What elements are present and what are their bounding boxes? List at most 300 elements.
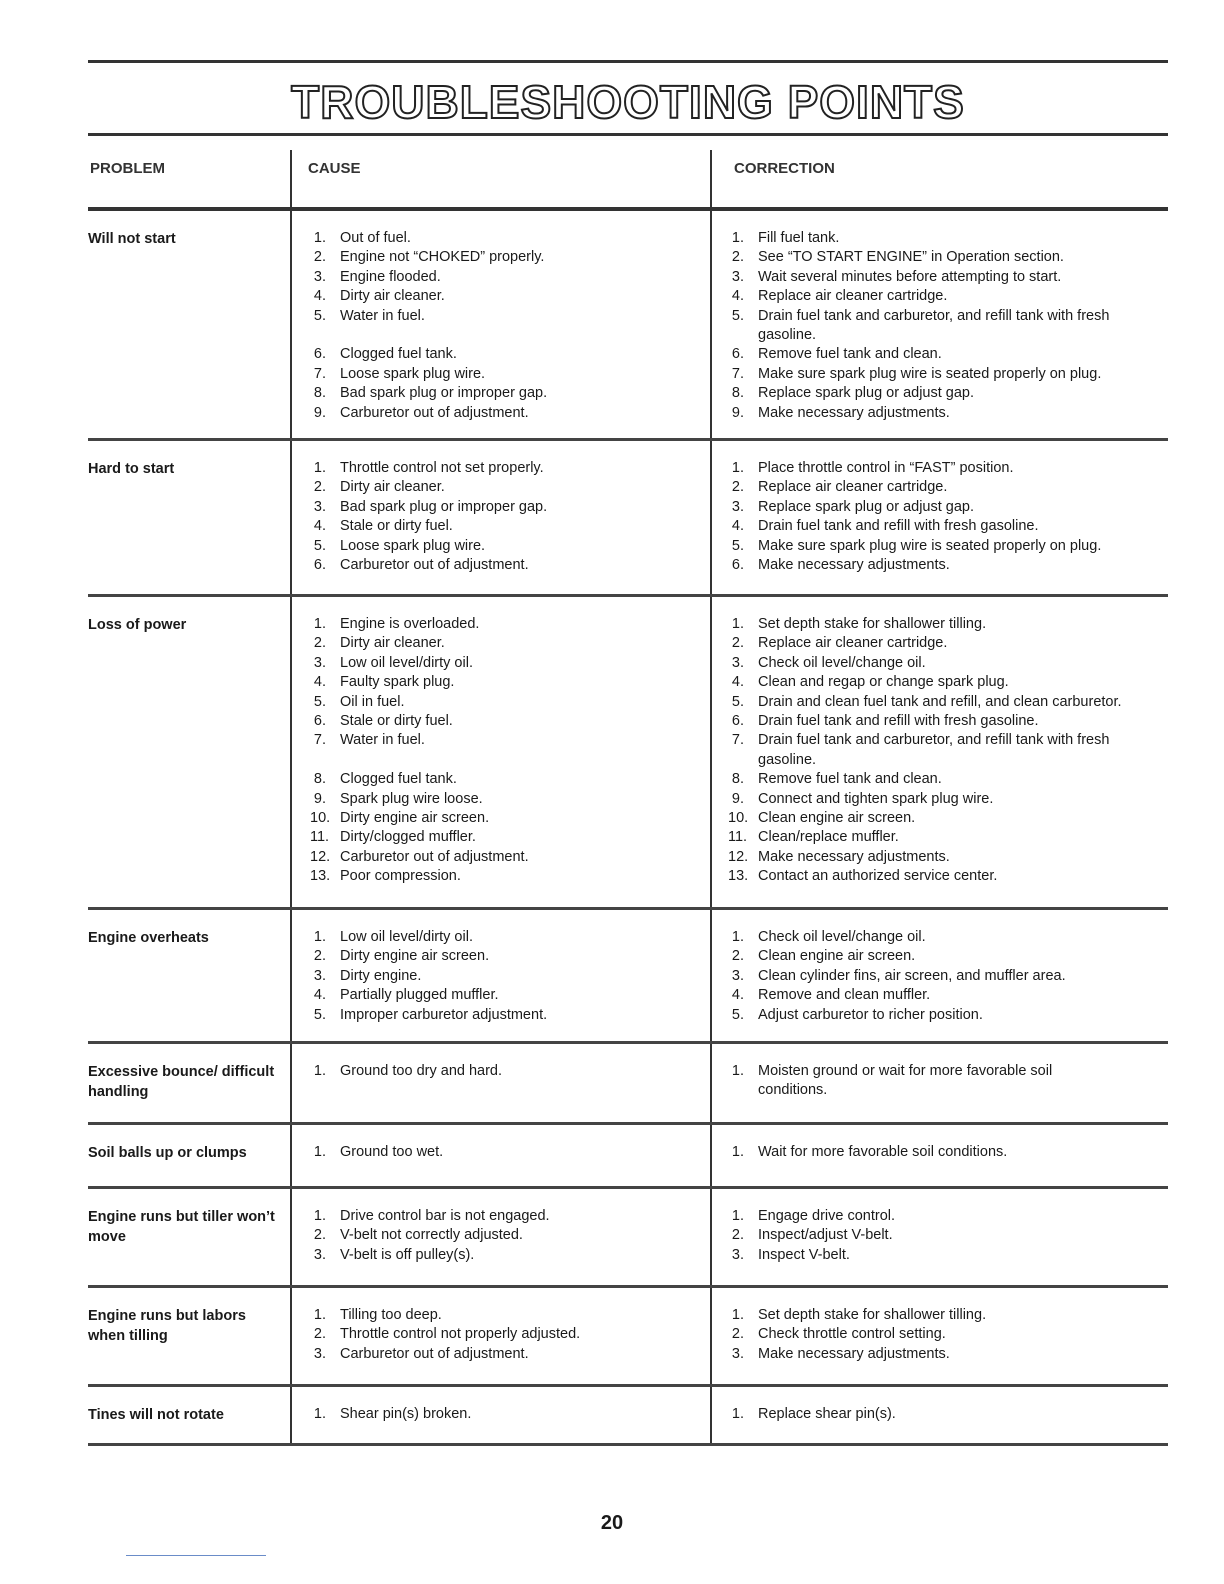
correction-item bbox=[728, 928, 1168, 947]
correction-item bbox=[728, 790, 1168, 809]
item-text: Replace shear pin(s). bbox=[758, 1406, 896, 1422]
header-cause: CAUSE bbox=[308, 160, 361, 177]
item-text: Carburetor out of adjustment. bbox=[340, 404, 529, 421]
table-row bbox=[88, 1387, 1168, 1446]
correction-item bbox=[728, 268, 1168, 287]
item-text: Out of fuel. bbox=[340, 230, 411, 246]
item-text: Check throttle control setting. bbox=[758, 1326, 946, 1343]
item-number: 3. bbox=[731, 1345, 744, 1362]
item-text: Replace spark plug or adjust gap. bbox=[758, 385, 975, 402]
cause-cell bbox=[310, 1207, 710, 1265]
cause-cell bbox=[310, 615, 710, 887]
item-number: 3. bbox=[731, 498, 744, 515]
item-text: Engine flooded. bbox=[340, 268, 441, 285]
item-text: Bad spark plug or improper gap. bbox=[340, 385, 548, 402]
item-text: Adjust carburetor to richer position. bbox=[758, 1006, 983, 1023]
item-text: Dirty air cleaner. bbox=[340, 479, 445, 496]
cause-item bbox=[310, 751, 710, 770]
correction-item bbox=[728, 1405, 1168, 1424]
item-number: 4. bbox=[313, 987, 326, 1004]
item-text: Clean engine air screen. bbox=[758, 948, 916, 965]
correction-item bbox=[728, 673, 1168, 692]
correction-cell bbox=[728, 1207, 1168, 1265]
table-row bbox=[88, 211, 1168, 441]
item-number: 2. bbox=[731, 249, 744, 266]
correction-item bbox=[728, 1226, 1168, 1245]
item-text: Clogged fuel tank. bbox=[340, 771, 457, 788]
item-text: Throttle control not properly adjusted. bbox=[340, 1326, 581, 1343]
correction-item bbox=[728, 498, 1168, 517]
item-text: Drive control bar is not engaged. bbox=[340, 1208, 550, 1224]
cause-item bbox=[310, 345, 710, 364]
cause-cell bbox=[310, 1062, 710, 1081]
correction-item bbox=[728, 693, 1168, 712]
item-number: 2. bbox=[313, 948, 326, 965]
item-number: 5. bbox=[731, 693, 744, 710]
cause-cell bbox=[310, 1306, 710, 1364]
item-number: 4. bbox=[313, 518, 326, 535]
table-row bbox=[88, 1189, 1168, 1288]
correction-item bbox=[728, 459, 1168, 478]
correction-cell bbox=[728, 459, 1168, 575]
problem-cell: Will not start bbox=[88, 231, 176, 247]
item-text: Stale or dirty fuel. bbox=[340, 713, 453, 730]
correction-cell bbox=[728, 229, 1168, 423]
correction-item bbox=[728, 1143, 1168, 1162]
item-text: Contact an authorized service center. bbox=[758, 868, 998, 885]
item-number: 9. bbox=[313, 790, 326, 807]
correction-item bbox=[728, 1325, 1168, 1344]
item-text: Bad spark plug or improper gap. bbox=[340, 498, 548, 515]
correction-item bbox=[728, 828, 1168, 847]
item-text: Make necessary adjustments. bbox=[758, 848, 950, 865]
item-text: Loose spark plug wire. bbox=[340, 537, 486, 554]
item-number: 2. bbox=[313, 635, 326, 652]
item-number: 1. bbox=[731, 460, 744, 476]
item-text: Replace air cleaner cartridge. bbox=[758, 288, 948, 305]
item-text: Connect and tighten spark plug wire. bbox=[758, 790, 994, 807]
cause-item bbox=[310, 1306, 710, 1325]
top-rule bbox=[88, 60, 1168, 63]
item-number: 3. bbox=[731, 268, 744, 285]
item-number: 8. bbox=[313, 771, 326, 788]
item-number: 1. bbox=[313, 1307, 326, 1323]
item-text: Remove and clean muffler. bbox=[758, 987, 931, 1004]
item-text: Set depth stake for shallower tilling. bbox=[758, 1307, 987, 1323]
cause-item bbox=[310, 287, 710, 306]
item-text: Engine is overloaded. bbox=[340, 616, 480, 632]
table-body bbox=[88, 211, 1168, 1446]
cause-item bbox=[310, 248, 710, 267]
item-number: 11. bbox=[728, 829, 748, 846]
item-text: Dirty/clogged muffler. bbox=[340, 829, 476, 846]
item-text: Make necessary adjustments. bbox=[758, 1345, 950, 1362]
cause-item bbox=[310, 556, 710, 575]
cause-item bbox=[310, 634, 710, 653]
problem-cell: Tines will not rotate bbox=[88, 1407, 224, 1423]
cause-item bbox=[310, 478, 710, 497]
item-number: 1. bbox=[731, 1063, 744, 1079]
item-text: Carburetor out of adjustment. bbox=[340, 848, 529, 865]
correction-item bbox=[728, 537, 1168, 556]
item-number: 12. bbox=[310, 848, 331, 865]
cause-item bbox=[310, 1345, 710, 1364]
correction-item bbox=[728, 967, 1168, 986]
item-text: Make necessary adjustments. bbox=[758, 404, 950, 421]
correction-item bbox=[728, 1081, 1168, 1100]
item-number: 4. bbox=[313, 674, 326, 691]
item-text: Inspect/adjust V-belt. bbox=[758, 1227, 893, 1244]
item-number: 2. bbox=[731, 1227, 744, 1244]
item-number: 3. bbox=[313, 498, 326, 515]
item-number: 1. bbox=[313, 230, 326, 246]
item-number: 3. bbox=[313, 654, 326, 671]
correction-item bbox=[728, 751, 1168, 770]
correction-item bbox=[728, 365, 1168, 384]
item-text: Remove fuel tank and clean. bbox=[758, 346, 942, 363]
correction-item bbox=[728, 615, 1168, 634]
item-text: Make sure spark plug wire is seated properly on plug. bbox=[758, 365, 1102, 382]
item-number: 8. bbox=[313, 385, 326, 402]
table-row bbox=[88, 910, 1168, 1044]
item-number: 5. bbox=[313, 307, 326, 324]
problem-cell: Hard to start bbox=[88, 461, 175, 477]
cause-item bbox=[310, 326, 710, 345]
item-text: Set depth stake for shallower tilling. bbox=[758, 616, 987, 632]
item-text: Engine not “CHOKED” properly. bbox=[340, 249, 545, 266]
cause-item bbox=[310, 1226, 710, 1245]
item-text: Faulty spark plug. bbox=[340, 674, 455, 691]
item-number: 7. bbox=[313, 365, 326, 382]
correction-item bbox=[728, 770, 1168, 789]
correction-item bbox=[728, 556, 1168, 575]
item-text: conditions. bbox=[758, 1082, 828, 1099]
cause-item bbox=[310, 384, 710, 403]
correction-item bbox=[728, 248, 1168, 267]
item-number: 2. bbox=[313, 1227, 326, 1244]
item-number: 1. bbox=[731, 1406, 744, 1422]
correction-item bbox=[728, 986, 1168, 1005]
item-text: Stale or dirty fuel. bbox=[340, 518, 453, 535]
correction-item bbox=[728, 404, 1168, 423]
item-text: Oil in fuel. bbox=[340, 693, 405, 710]
item-text: Throttle control not set properly. bbox=[340, 460, 544, 476]
item-text: Remove fuel tank and clean. bbox=[758, 771, 942, 788]
table-row bbox=[88, 1044, 1168, 1125]
item-number: 3. bbox=[731, 654, 744, 671]
cause-item bbox=[310, 848, 710, 867]
item-number: 1. bbox=[731, 1208, 744, 1224]
item-text: Clogged fuel tank. bbox=[340, 346, 457, 363]
correction-item bbox=[728, 326, 1168, 345]
item-text: Loose spark plug wire. bbox=[340, 365, 486, 382]
item-text: Clean and regap or change spark plug. bbox=[758, 674, 1009, 691]
item-text: Partially plugged muffler. bbox=[340, 987, 499, 1004]
cause-item bbox=[310, 693, 710, 712]
item-number: 1. bbox=[313, 1406, 326, 1422]
item-text: Check oil level/change oil. bbox=[758, 654, 926, 671]
item-text: Fill fuel tank. bbox=[758, 230, 840, 246]
item-number: 13. bbox=[310, 868, 331, 885]
item-number: 4. bbox=[313, 288, 326, 305]
item-text: Wait several minutes before attempting to start. bbox=[758, 268, 1062, 285]
item-number: 1. bbox=[313, 929, 326, 945]
title-underline bbox=[88, 133, 1168, 136]
table-row bbox=[88, 1288, 1168, 1387]
item-number: 3. bbox=[731, 967, 744, 984]
cause-item bbox=[310, 537, 710, 556]
item-text: Dirty air cleaner. bbox=[340, 288, 445, 305]
cause-item bbox=[310, 517, 710, 536]
problem-cell: Excessive bounce/ difficult handling bbox=[88, 1064, 275, 1100]
item-number: 1. bbox=[313, 1063, 326, 1079]
correction-cell bbox=[728, 1062, 1168, 1101]
item-text: Wait for more favorable soil conditions. bbox=[758, 1144, 1008, 1160]
item-number: 10. bbox=[728, 810, 749, 827]
item-text: Drain fuel tank and carburetor, and refill tank with fresh bbox=[758, 732, 1110, 749]
item-text: Dirty air cleaner. bbox=[340, 635, 445, 652]
correction-item bbox=[728, 848, 1168, 867]
cause-cell bbox=[310, 1143, 710, 1162]
item-number: 2. bbox=[731, 948, 744, 965]
correction-item bbox=[728, 809, 1168, 828]
cause-item bbox=[310, 307, 710, 326]
item-number: 7. bbox=[313, 732, 326, 749]
item-text: Carburetor out of adjustment. bbox=[340, 1345, 529, 1362]
item-number: 2. bbox=[313, 479, 326, 496]
cause-item bbox=[310, 1325, 710, 1344]
correction-item bbox=[728, 731, 1168, 750]
item-number: 9. bbox=[313, 404, 326, 421]
item-number: 5. bbox=[313, 693, 326, 710]
correction-item bbox=[728, 478, 1168, 497]
cause-item bbox=[310, 928, 710, 947]
item-text: Clean/replace muffler. bbox=[758, 829, 899, 846]
item-number: 2. bbox=[731, 479, 744, 496]
cause-item bbox=[310, 1062, 710, 1081]
cause-cell bbox=[310, 928, 710, 1025]
item-text: Low oil level/dirty oil. bbox=[340, 654, 473, 671]
item-text: Ground too dry and hard. bbox=[340, 1063, 503, 1079]
correction-item bbox=[728, 712, 1168, 731]
item-number: 1. bbox=[731, 1144, 744, 1160]
cause-item bbox=[310, 615, 710, 634]
item-text: Drain fuel tank and refill with fresh gasoline. bbox=[758, 713, 1039, 730]
correction-cell bbox=[728, 1306, 1168, 1364]
item-text: Make sure spark plug wire is seated properly on plug. bbox=[758, 537, 1102, 554]
item-text: Ground too wet. bbox=[340, 1144, 444, 1160]
item-number: 3. bbox=[313, 967, 326, 984]
item-number: 8. bbox=[731, 771, 744, 788]
item-number: 8. bbox=[731, 385, 744, 402]
item-text: V-belt not correctly adjusted. bbox=[340, 1227, 523, 1244]
item-number: 4. bbox=[731, 987, 744, 1004]
correction-item bbox=[728, 867, 1168, 886]
cause-item bbox=[310, 770, 710, 789]
item-text: Water in fuel. bbox=[340, 307, 425, 324]
item-number: 5. bbox=[313, 537, 326, 554]
item-number: 6. bbox=[313, 346, 326, 363]
cause-item bbox=[310, 790, 710, 809]
item-number: 6. bbox=[731, 713, 744, 730]
item-number: 4. bbox=[731, 518, 744, 535]
item-text: Dirty engine air screen. bbox=[340, 810, 490, 827]
item-number: 3. bbox=[313, 1246, 326, 1263]
item-number: 6. bbox=[313, 713, 326, 730]
cause-item bbox=[310, 867, 710, 886]
correction-item bbox=[728, 654, 1168, 673]
item-text: Place throttle control in “FAST” position. bbox=[758, 460, 1014, 476]
item-number: 1. bbox=[731, 616, 744, 632]
cause-item bbox=[310, 1405, 710, 1424]
header-problem: PROBLEM bbox=[90, 160, 165, 177]
cause-item bbox=[310, 731, 710, 750]
problem-cell: Engine runs but labors when tilling bbox=[88, 1308, 246, 1344]
item-text: gasoline. bbox=[758, 751, 817, 768]
cause-item bbox=[310, 1143, 710, 1162]
item-text: Dirty engine air screen. bbox=[340, 948, 490, 965]
item-number: 6. bbox=[313, 557, 326, 574]
table-row bbox=[88, 1125, 1168, 1189]
item-number: 5. bbox=[313, 1006, 326, 1023]
item-number: 1. bbox=[313, 1208, 326, 1224]
correction-cell bbox=[728, 615, 1168, 887]
cause-cell bbox=[310, 229, 710, 423]
cause-item bbox=[310, 229, 710, 248]
item-number: 13. bbox=[728, 868, 749, 885]
item-text: Replace spark plug or adjust gap. bbox=[758, 498, 975, 515]
cause-item bbox=[310, 809, 710, 828]
item-text: Drain fuel tank and carburetor, and refill tank with fresh bbox=[758, 307, 1110, 324]
cause-item bbox=[310, 365, 710, 384]
item-number: 3. bbox=[313, 268, 326, 285]
footer-line bbox=[126, 1555, 266, 1556]
correction-item bbox=[728, 229, 1168, 248]
correction-item bbox=[728, 287, 1168, 306]
item-number: 3. bbox=[731, 1246, 744, 1263]
table-row bbox=[88, 441, 1168, 597]
problem-cell: Engine overheats bbox=[88, 930, 209, 946]
problem-cell: Loss of power bbox=[88, 617, 187, 633]
cause-cell bbox=[310, 459, 710, 575]
cause-item bbox=[310, 1207, 710, 1226]
item-text: Drain and clean fuel tank and refill, and clean carburetor. bbox=[758, 693, 1122, 710]
correction-cell bbox=[728, 1143, 1168, 1162]
item-text: Dirty engine. bbox=[340, 967, 422, 984]
correction-item bbox=[728, 384, 1168, 403]
item-number: 7. bbox=[731, 365, 744, 382]
item-number: 5. bbox=[731, 537, 744, 554]
cause-item bbox=[310, 268, 710, 287]
item-text: See “TO START ENGINE” in Operation section. bbox=[758, 249, 1064, 266]
correction-item bbox=[728, 947, 1168, 966]
item-number: 4. bbox=[731, 674, 744, 691]
item-number: 2. bbox=[731, 1326, 744, 1343]
item-text: Tilling too deep. bbox=[340, 1307, 442, 1323]
page-number: 20 bbox=[600, 1512, 624, 1534]
correction-item bbox=[728, 307, 1168, 326]
table-header bbox=[88, 150, 1168, 211]
item-text: Improper carburetor adjustment. bbox=[340, 1006, 548, 1023]
item-text: Clean engine air screen. bbox=[758, 810, 916, 827]
table-row bbox=[88, 597, 1168, 910]
problem-cell: Soil balls up or clumps bbox=[88, 1145, 247, 1161]
item-number: 11. bbox=[310, 829, 330, 846]
header-correction: CORRECTION bbox=[734, 160, 835, 177]
item-text: Engage drive control. bbox=[758, 1208, 896, 1224]
item-text: Inspect V-belt. bbox=[758, 1246, 850, 1263]
item-text: Shear pin(s) broken. bbox=[340, 1406, 472, 1422]
item-number: 2. bbox=[313, 1326, 326, 1343]
correction-item bbox=[728, 1246, 1168, 1265]
item-number: 1. bbox=[313, 1144, 326, 1160]
item-text: Moisten ground or wait for more favorable soil bbox=[758, 1063, 1053, 1079]
item-number: 2. bbox=[731, 635, 744, 652]
correction-item bbox=[728, 1306, 1168, 1325]
item-number: 10. bbox=[310, 810, 331, 827]
correction-item bbox=[728, 517, 1168, 536]
problem-cell: Engine runs but tiller won’t move bbox=[88, 1209, 275, 1245]
cause-item bbox=[310, 947, 710, 966]
cause-cell bbox=[310, 1405, 710, 1424]
cause-item bbox=[310, 712, 710, 731]
item-text: Carburetor out of adjustment. bbox=[340, 557, 529, 574]
correction-item bbox=[728, 1345, 1168, 1364]
correction-cell bbox=[728, 928, 1168, 1025]
item-number: 12. bbox=[728, 848, 749, 865]
item-number: 6. bbox=[731, 346, 744, 363]
cause-item bbox=[310, 498, 710, 517]
item-text: Clean cylinder fins, air screen, and muffler area. bbox=[758, 967, 1066, 984]
cause-item bbox=[310, 459, 710, 478]
item-text: Drain fuel tank and refill with fresh gasoline. bbox=[758, 518, 1039, 535]
cause-item bbox=[310, 1006, 710, 1025]
correction-cell bbox=[728, 1405, 1168, 1424]
cause-item bbox=[310, 828, 710, 847]
cause-item bbox=[310, 404, 710, 423]
correction-item bbox=[728, 1207, 1168, 1226]
cause-item bbox=[310, 986, 710, 1005]
cause-item bbox=[310, 1246, 710, 1265]
item-text: Low oil level/dirty oil. bbox=[340, 929, 473, 945]
item-number: 1. bbox=[313, 460, 326, 476]
item-number: 5. bbox=[731, 1006, 744, 1023]
cause-item bbox=[310, 967, 710, 986]
item-number: 5. bbox=[731, 307, 744, 324]
item-text: Replace air cleaner cartridge. bbox=[758, 635, 948, 652]
item-text: Water in fuel. bbox=[340, 732, 425, 749]
item-number: 9. bbox=[731, 790, 744, 807]
item-number: 3. bbox=[313, 1345, 326, 1362]
item-text: Make necessary adjustments. bbox=[758, 557, 950, 574]
correction-item bbox=[728, 1006, 1168, 1025]
item-number: 1. bbox=[731, 230, 744, 246]
item-text: Poor compression. bbox=[340, 868, 461, 885]
item-number: 1. bbox=[731, 1307, 744, 1323]
item-number: 1. bbox=[313, 616, 326, 632]
page-title: TROUBLESHOOTING POINTS bbox=[291, 76, 965, 128]
item-number: 6. bbox=[731, 557, 744, 574]
cause-item bbox=[310, 673, 710, 692]
item-text: Replace air cleaner cartridge. bbox=[758, 479, 948, 496]
correction-item bbox=[728, 634, 1168, 653]
item-text: gasoline. bbox=[758, 327, 817, 344]
cause-item bbox=[310, 654, 710, 673]
item-number: 7. bbox=[731, 732, 744, 749]
troubleshooting-table bbox=[88, 150, 1168, 1446]
item-text: Check oil level/change oil. bbox=[758, 929, 926, 945]
item-number: 1. bbox=[731, 929, 744, 945]
